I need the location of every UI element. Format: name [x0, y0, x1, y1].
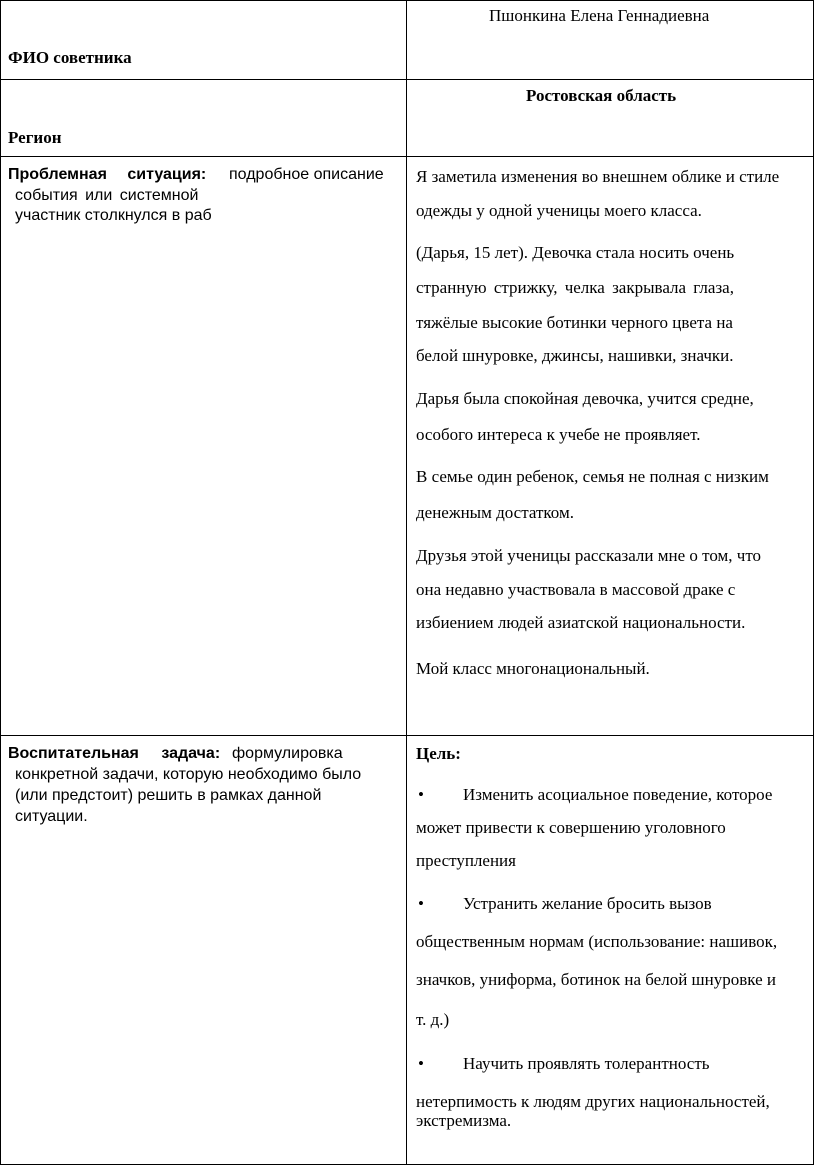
goal-line: нетерпимость к людям других национальностей, [416, 1092, 770, 1111]
problem-text-line: (Дарья, 15 лет). Девочка стала носить очень [416, 243, 735, 262]
goal-line: значков, униформа, ботинок на белой шнуровке и [416, 970, 776, 989]
problem-text-line: белой шнуровке, джинсы, нашивки, значки. [416, 346, 734, 365]
goal-line: т. д.) [416, 1010, 450, 1029]
problem-text-line: Я заметила изменения во внешнем облике и стиле [416, 167, 780, 186]
goal-label: Цель: [416, 744, 461, 763]
problem-desc-clip [15, 206, 218, 228]
problem-text-line: особого интереса к учебе не проявляет. [416, 425, 701, 444]
problem-label-desc: подробное описание [229, 166, 384, 183]
problem-text-line: Дарья была спокойная девочка, учится средне, [416, 389, 754, 408]
region-value: Ростовская область [526, 86, 677, 105]
problem-text-line: тяжёлые высокие ботинки черного цвета на [416, 313, 733, 332]
bullet-icon: • [418, 1054, 424, 1073]
table-border-left [0, 0, 1, 1165]
goal-line: Изменить асоциальное поведение, которое [463, 785, 773, 804]
problem-text-line: Мой класс многонациональный. [416, 659, 650, 678]
task-desc-line: конкретной задачи, которую необходимо было [15, 766, 362, 783]
goal-line: экстремизма. [416, 1111, 512, 1130]
goal-line: может привести к совершению уголовного [416, 818, 726, 837]
problem-desc-line-3: участник столкнулся в раб [15, 207, 212, 224]
table-border-top [0, 0, 814, 1]
region-label: Регион [8, 128, 62, 147]
row-divider-1 [0, 79, 814, 80]
goal-line: общественным нормам (использование: нашивок, [416, 932, 778, 951]
problem-text-line: Друзья этой ученицы рассказали мне о том, что [416, 546, 762, 565]
bullet-icon: • [418, 785, 424, 804]
task-label-desc: формулировка [232, 745, 343, 762]
problem-text-line: одежды у одной ученицы моего класса. [416, 201, 702, 220]
problem-text-line: В семье один ребенок, семья не полная с низким [416, 467, 769, 486]
problem-text-line: избиением людей азиатской национальности. [416, 613, 746, 632]
task-desc-line: (или предстоит) решить в рамках данной [15, 787, 322, 804]
bullet-icon: • [418, 894, 424, 913]
goal-line: Устранить желание бросить вызов [463, 894, 712, 913]
problem-label: Проблемная ситуация: [8, 166, 207, 183]
goal-line: Научить проявлять толерантность [463, 1054, 710, 1073]
column-divider [406, 0, 407, 1165]
table-border-bottom [0, 1164, 814, 1165]
table-border-right [813, 0, 814, 1165]
task-label: Воспитательная задача: [8, 745, 221, 762]
problem-text-line: она недавно участвовала в массовой драке с [416, 580, 736, 599]
goal-line: преступления [416, 851, 516, 870]
task-desc-line: ситуации. [15, 808, 88, 825]
problem-text-line: денежным достатком. [416, 503, 574, 522]
row-divider-3 [0, 735, 814, 736]
problem-desc-line-2: события или системной [15, 187, 199, 204]
row-divider-2 [0, 156, 814, 157]
advisor-label: ФИО советника [8, 48, 132, 67]
problem-text-line: странную стрижку, челка закрывала глаза, [416, 278, 734, 297]
advisor-name: Пшонкина Елена Геннадиевна [489, 6, 710, 25]
